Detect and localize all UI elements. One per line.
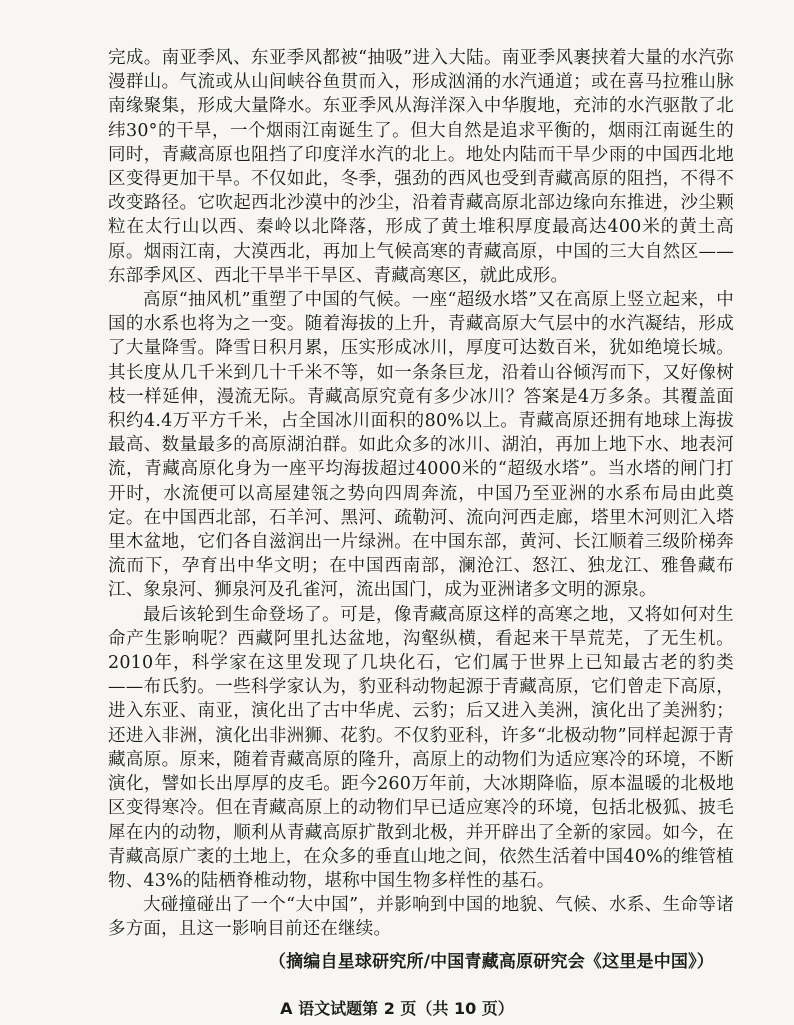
page-footer: A 语文试题第 2 页（共 10 页） — [280, 999, 514, 1018]
paragraph-life: 最后该轮到生命登场了。可是，像青藏高原这样的高寒之地，又将如何对生命产生影响呢？西藏阿里扎达盆地，沟壑纵横，看起来干旱荒芜，了无生机。2010年，科学家在这里发现了几块化石，它们属于世界上已知最古老的豹类——布氏豹。一些科学家认为，豹亚科动物起源于青藏高原，它们曾走下高原，进入东亚、南亚，演化出了古中华虎、云豹；后又进入美洲，演化出了美洲豹；还进入非洲，演化出非洲狮、花豹。不仅豹亚科，许多“北极动物”同样起源于青藏高原。原来，随着青藏高原的隆升，高原上的动物们为适应寒冷的环境，不断演化，譬如长出厚厚的皮毛。距今260万年前，大冰期降临，原本温暖的北极地区变得寒冷。但在青藏高原上的动物们早已适应寒冷的环境，包括北极狐、披毛犀在内的动物，顺利从青藏高原扩散到北极，并开辟出了全新的家园。如今，在青藏高原广袤的土地上，在众多的垂直山地之间，依然生活着中国40%的维管植物、43%的陆栖脊椎动物，堪称中国生物多样性的基石。 — [108, 604, 734, 891]
paragraph-climate: 完成。南亚季风、东亚季风都被“抽吸”进入大陆。南亚季风裹挟着大量的水汽弥漫群山。气流或从山间峡谷鱼贯而入，形成汹涌的水汽通道；或在喜马拉雅山脉南缘聚集，形成大量降水。东亚季风从海洋深入中华腹地，充沛的水汽驱散了北纬30°的干旱，一个烟雨江南诞生了。但大自然是追求平衡的，烟雨江南诞生的同时，青藏高原也阻挡了印度洋水汽的北上。地处内陆而干旱少雨的中国西北地区变得更加干旱。不仅如此，冬季，强劲的西风也受到青藏高原的阻挡，不得不改变路径。它吹起西北沙漠中的沙尘，沿着青藏高原北部边缘向东推进，沙尘颗粒在太行山以西、秦岭以北降落，形成了黄土堆积厚度最高达400米的黄土高原。烟雨江南，大漠西北，再加上气候高寒的青藏高原，中国的三大自然区——东部季风区、西北干旱半干旱区、青藏高寒区，就此成形。 — [108, 48, 734, 286]
paragraph-conclusion: 大碰撞碰出了一个“大中国”，并影响到中国的地貌、气候、水系、生命等诸多方面，且这一影响目前还在继续。 — [108, 895, 734, 940]
article-body — [108, 46, 734, 974]
source-citation: （摘编自星球研究所/中国青藏高原研究会《这里是中国》） — [268, 951, 714, 972]
paragraph-water-tower: 高原“抽风机”重塑了中国的气候。一座“超级水塔”又在高原上竖立起来，中国的水系也将为之一变。随着海拔的上升，青藏高原大气层中的水汽凝结，形成了大量降雪。降雪日积月累，压实形成冰川，厚度可达数百米，犹如绝境长城。其长度从几千米到几十千米不等，如一条条巨龙，沿着山谷倾泻而下，又好像树枝一样延伸，漫流无际。青藏高原究竟有多少冰川？答案是4万多条。其覆盖面积约4.4万平方千米，占全国冰川面积的80%以上。青藏高原还拥有地球上海拔最高、数量最多的高原湖泊群。如此众多的冰川、湖泊，再加上地下水、地表河流，青藏高原化身为一座平均海拔超过4000米的“超级水塔”。当水塔的闸门打开时，水流便可以高屋建瓴之势向四周奔流，中国乃至亚洲的水系布局由此奠定。在中国西北部，石羊河、黑河、疏勒河、流向河西走廊，塔里木河则汇入塔里木盆地，它们各自滋润出一片绿洲。在中国东部，黄河、长江顺着三级阶梯奔流而下，孕育出中华文明；在中国西南部，澜沧江、怒江、独龙江、雅鲁藏布江、象泉河、狮泉河及孔雀河，流出国门，成为亚洲诸多文明的源泉。 — [108, 290, 734, 601]
